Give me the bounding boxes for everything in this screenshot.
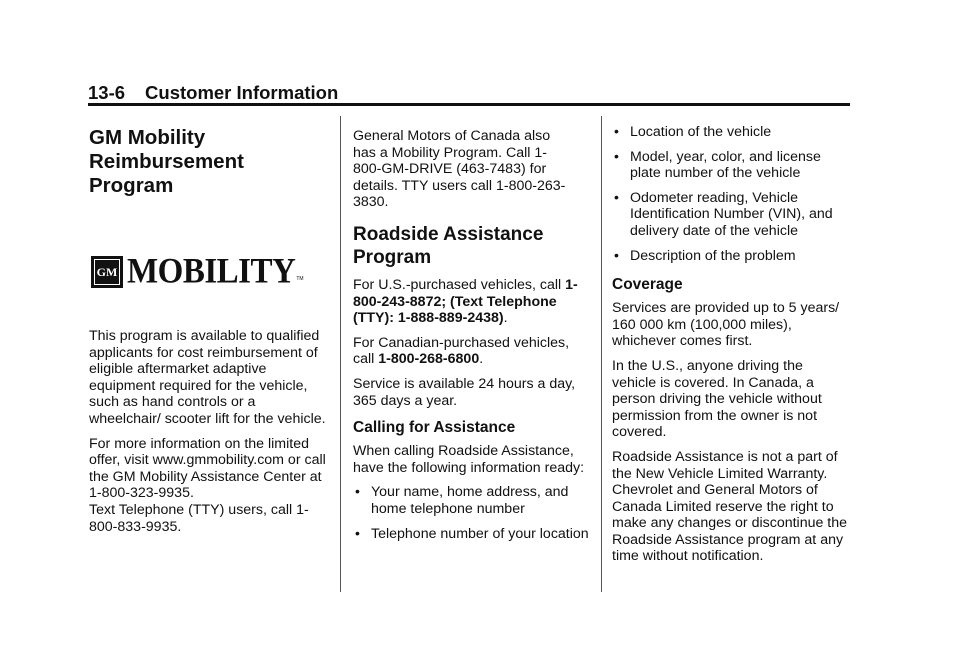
calling-list-part-1 — [353, 484, 591, 542]
column-2 — [353, 128, 591, 542]
roadside-availability: Service is available 24 hours a day, 365 days a year. — [353, 375, 576, 409]
mobility-paragraph-2: For more information on the limited offer, visit www.gmmobility.com or call the GM Mobility Assistance Center at 1-800-323-9935. — [89, 435, 326, 502]
bullet-icon: • — [614, 246, 619, 263]
bullet-icon: • — [355, 524, 360, 541]
header-text — [88, 82, 850, 104]
roadside-heading: Roadside Assistance Program — [353, 223, 544, 268]
roadside-us-suffix: . — [503, 310, 508, 327]
column-divider-1 — [340, 116, 341, 592]
coverage-paragraph-1: Services are provided up to 5 years/ 160 000 km (100,000 miles), whichever comes first. — [612, 300, 840, 350]
bullet-icon: • — [614, 188, 619, 205]
coverage-paragraph-2: In the U.S., anyone driving the vehicle is covered. In Canada, a person driving the vehicle without permission from the owner is not covered. — [612, 357, 822, 441]
list-item: • Description of the problem — [614, 246, 796, 264]
list-item: • Odometer reading, Vehicle Identification Number (VIN), and delivery date of the vehicle — [614, 188, 833, 239]
list-item: • Model, year, color, and license plate number of the vehicle — [614, 147, 821, 182]
calling-intro: When calling Roadside Assistance, have the following information ready: — [353, 443, 585, 476]
bullet-icon: • — [614, 147, 619, 164]
list-item: • Location of the vehicle — [614, 123, 772, 140]
column-1 — [89, 126, 327, 535]
column-divider-2 — [601, 116, 602, 592]
bullet-icon: • — [614, 123, 619, 139]
roadside-us-prefix: For U.S.-purchased vehicles, call — [353, 276, 562, 293]
trademark-mark: TM — [296, 276, 304, 283]
calling-heading: Calling for Assistance — [353, 419, 516, 437]
header-rule — [88, 103, 850, 106]
mobility-heading: GM Mobility Reimbursement Program — [89, 126, 244, 197]
roadside-ca-number: 1-800-268-6800 — [378, 351, 480, 368]
canada-mobility-paragraph: General Motors of Canada also has a Mobility Program. Call 1-800-GM-DRIVE (463-7483) for details. TTY users call 1-800-263-3830. — [353, 128, 566, 211]
page-header — [88, 82, 850, 104]
calling-list-part-2 — [612, 124, 850, 264]
mobility-paragraph-2b: Text Telephone (TTY) users, call 1-800-833-9935. — [89, 501, 309, 535]
roadside-us-numbers: 1-800-243-8872; (Text Telephone (TTY): 1-888-889-2438) — [353, 276, 578, 327]
mobility-paragraph-1: This program is available to qualified applicants for cost reimbursement of eligible aftermarket adaptive equipment required for the vehicle, such as hand controls or a wheelchair/ scooter lift for the vehicle. — [89, 328, 326, 427]
coverage-heading: Coverage — [612, 276, 683, 294]
roadside-ca-suffix: . — [479, 351, 484, 368]
mobility-wordmark: MOBILITY — [127, 252, 296, 292]
column-3 — [612, 124, 850, 565]
section-title: Customer Information — [145, 82, 339, 103]
coverage-paragraph-3: Roadside Assistance is not a part of the New Vehicle Limited Warranty. Chevrolet and General Motors of Canada Limited reserve the right to make any changes or discontinue the Roadside Assistance program at any time without notification. — [612, 448, 848, 565]
page-number: 13-6 — [88, 82, 126, 103]
gm-badge-icon: GM — [91, 256, 123, 288]
bullet-icon: • — [355, 483, 360, 500]
roadside-us-paragraph — [353, 277, 591, 327]
list-item: • Your name, home address, and home telephone number — [355, 483, 569, 517]
roadside-ca-paragraph — [353, 335, 591, 368]
gm-mobility-logo — [91, 252, 327, 292]
roadside-ca-prefix: For Canadian-purchased vehicles, call — [353, 334, 570, 368]
list-item: • Telephone number of your location — [355, 524, 589, 542]
